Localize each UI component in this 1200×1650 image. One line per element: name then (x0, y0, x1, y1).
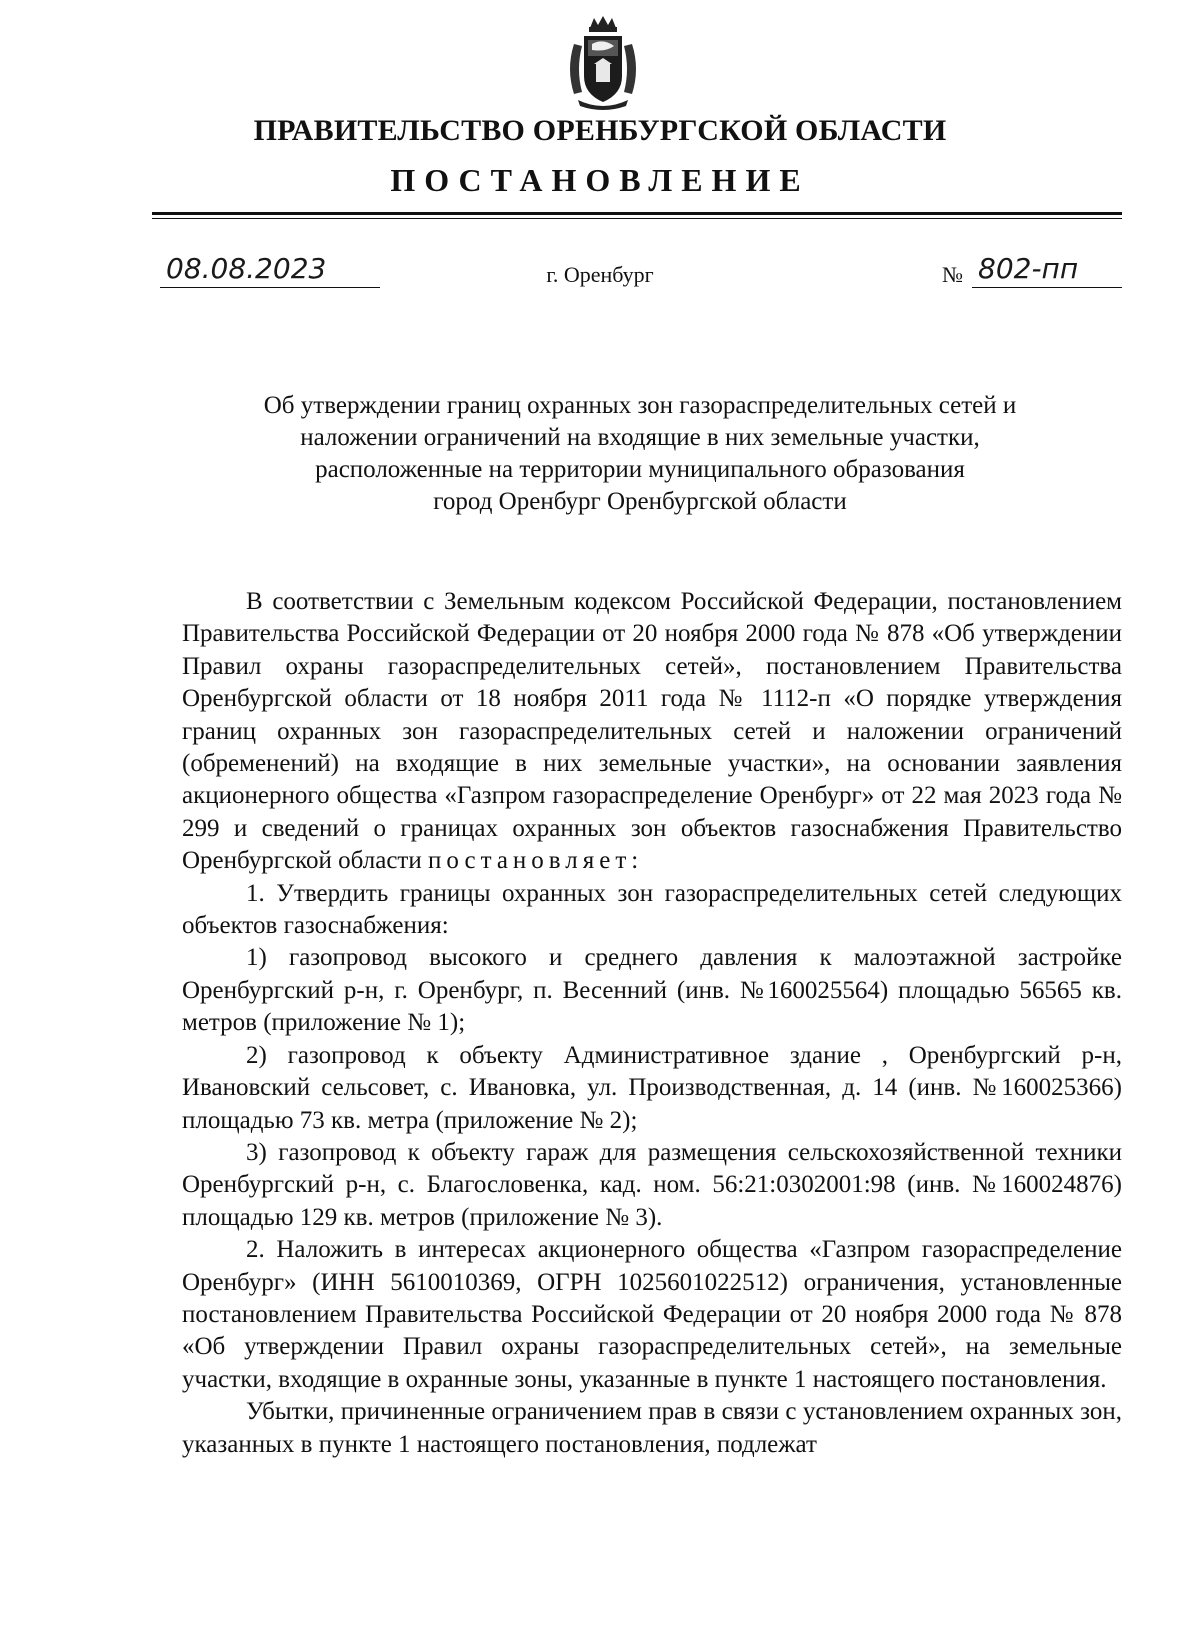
organization-title: ПРАВИТЕЛЬСТВО ОРЕНБУРГСКОЙ ОБЛАСТИ (253, 114, 947, 147)
subject-line: город Оренбург Оренбургской области (433, 488, 847, 515)
clause-2-paragraph: 2. Наложить в интересах акционерного общества «Газпром газораспределение Оренбург» (ИНН 5610010369, ОГРН 1025601022512) ограничения, установленные постановлением Правительства Российской Федерации от 20 ноября 2000 года № 878 «Об утверждении Правил охраны газораспределительных сетей», на земельные участки, входящие в охранные зоны, указанные в пункте 1 настоящего постановления. (182, 1236, 1122, 1393)
resolves-word: постановляет (427, 847, 632, 875)
document-type-title: ПОСТАНОВЛЕНИЕ (390, 162, 810, 198)
preamble-colon: : (631, 847, 639, 875)
document-number: 802-пп (978, 252, 1079, 285)
coat-of-arms-icon (560, 14, 646, 114)
document-body (182, 586, 1122, 1461)
header-rule-thick (152, 212, 1122, 215)
document-subject (160, 390, 1120, 518)
subject-line: расположенные на территории муниципального образования (315, 456, 965, 483)
document-number-field (972, 252, 1122, 288)
preamble-text: В соответствии с Земельным кодексом Российской Федерации, постановлением Правительства Российской Федерации от 20 ноября 2000 года № 878 «Об утверждении Правил охраны газораспределительных сетей», постановлением Правительства Оренбургской области от 18 ноября 2011 года № 1112-п «О порядке утверждения границ охранных зон газораспределительных сетей и наложении ограничений (обременений) на входящие в них земельные участки», на основании заявления акционерного общества «Газпром газораспределение Оренбург» от 22 мая 2023 года № 299 и сведений о границах охранных зон объектов газоснабжения Правительство Оренбургской области (182, 588, 1122, 875)
header-rule-thin (152, 218, 1122, 219)
preamble-paragraph (182, 586, 1122, 878)
clause-1-paragraph: 1. Утвердить границы охранных зон газораспределительных сетей следующих объектов газоснабжения: (182, 879, 1122, 940)
subject-line: наложении ограничений на входящие в них земельные участки, (300, 424, 980, 451)
clause-1-item-3: 3) газопровод к объекту гараж для размещения сельскохозяйственной техники Оренбургский р-н, с. Благословенка, кад. ном. 56:21:0302001:98 (инв. №160024876) площадью 129 кв. метров (приложение № 3). (182, 1138, 1122, 1231)
subject-line: Об утверждении границ охранных зон газораспределительных сетей и (263, 392, 1017, 419)
document-number-label: № (942, 262, 963, 287)
document-date: 08.08.2023 (166, 252, 327, 285)
document-city: г. Оренбург (546, 262, 654, 287)
clause-1-item-2: 2) газопровод к объекту Административное здание , Оренбургский р-н, Ивановский сельсовет, с. Ивановка, ул. Производственная, д. 14 (инв. №160025366) площадью 73 кв. метра (приложение № 2); (182, 1041, 1122, 1134)
losses-paragraph: Убытки, причиненные ограничением прав в связи с установлением охранных зон, указанных в пункте 1 настоящего постановления, подлежат (182, 1398, 1122, 1458)
clause-1-item-1: 1) газопровод высокого и среднего давления к малоэтажной застройке Оренбургский р-н, г. Оренбург, п. Весенний (инв. №160025564) площадью 56565 кв. метров (приложение № 1); (182, 944, 1122, 1037)
